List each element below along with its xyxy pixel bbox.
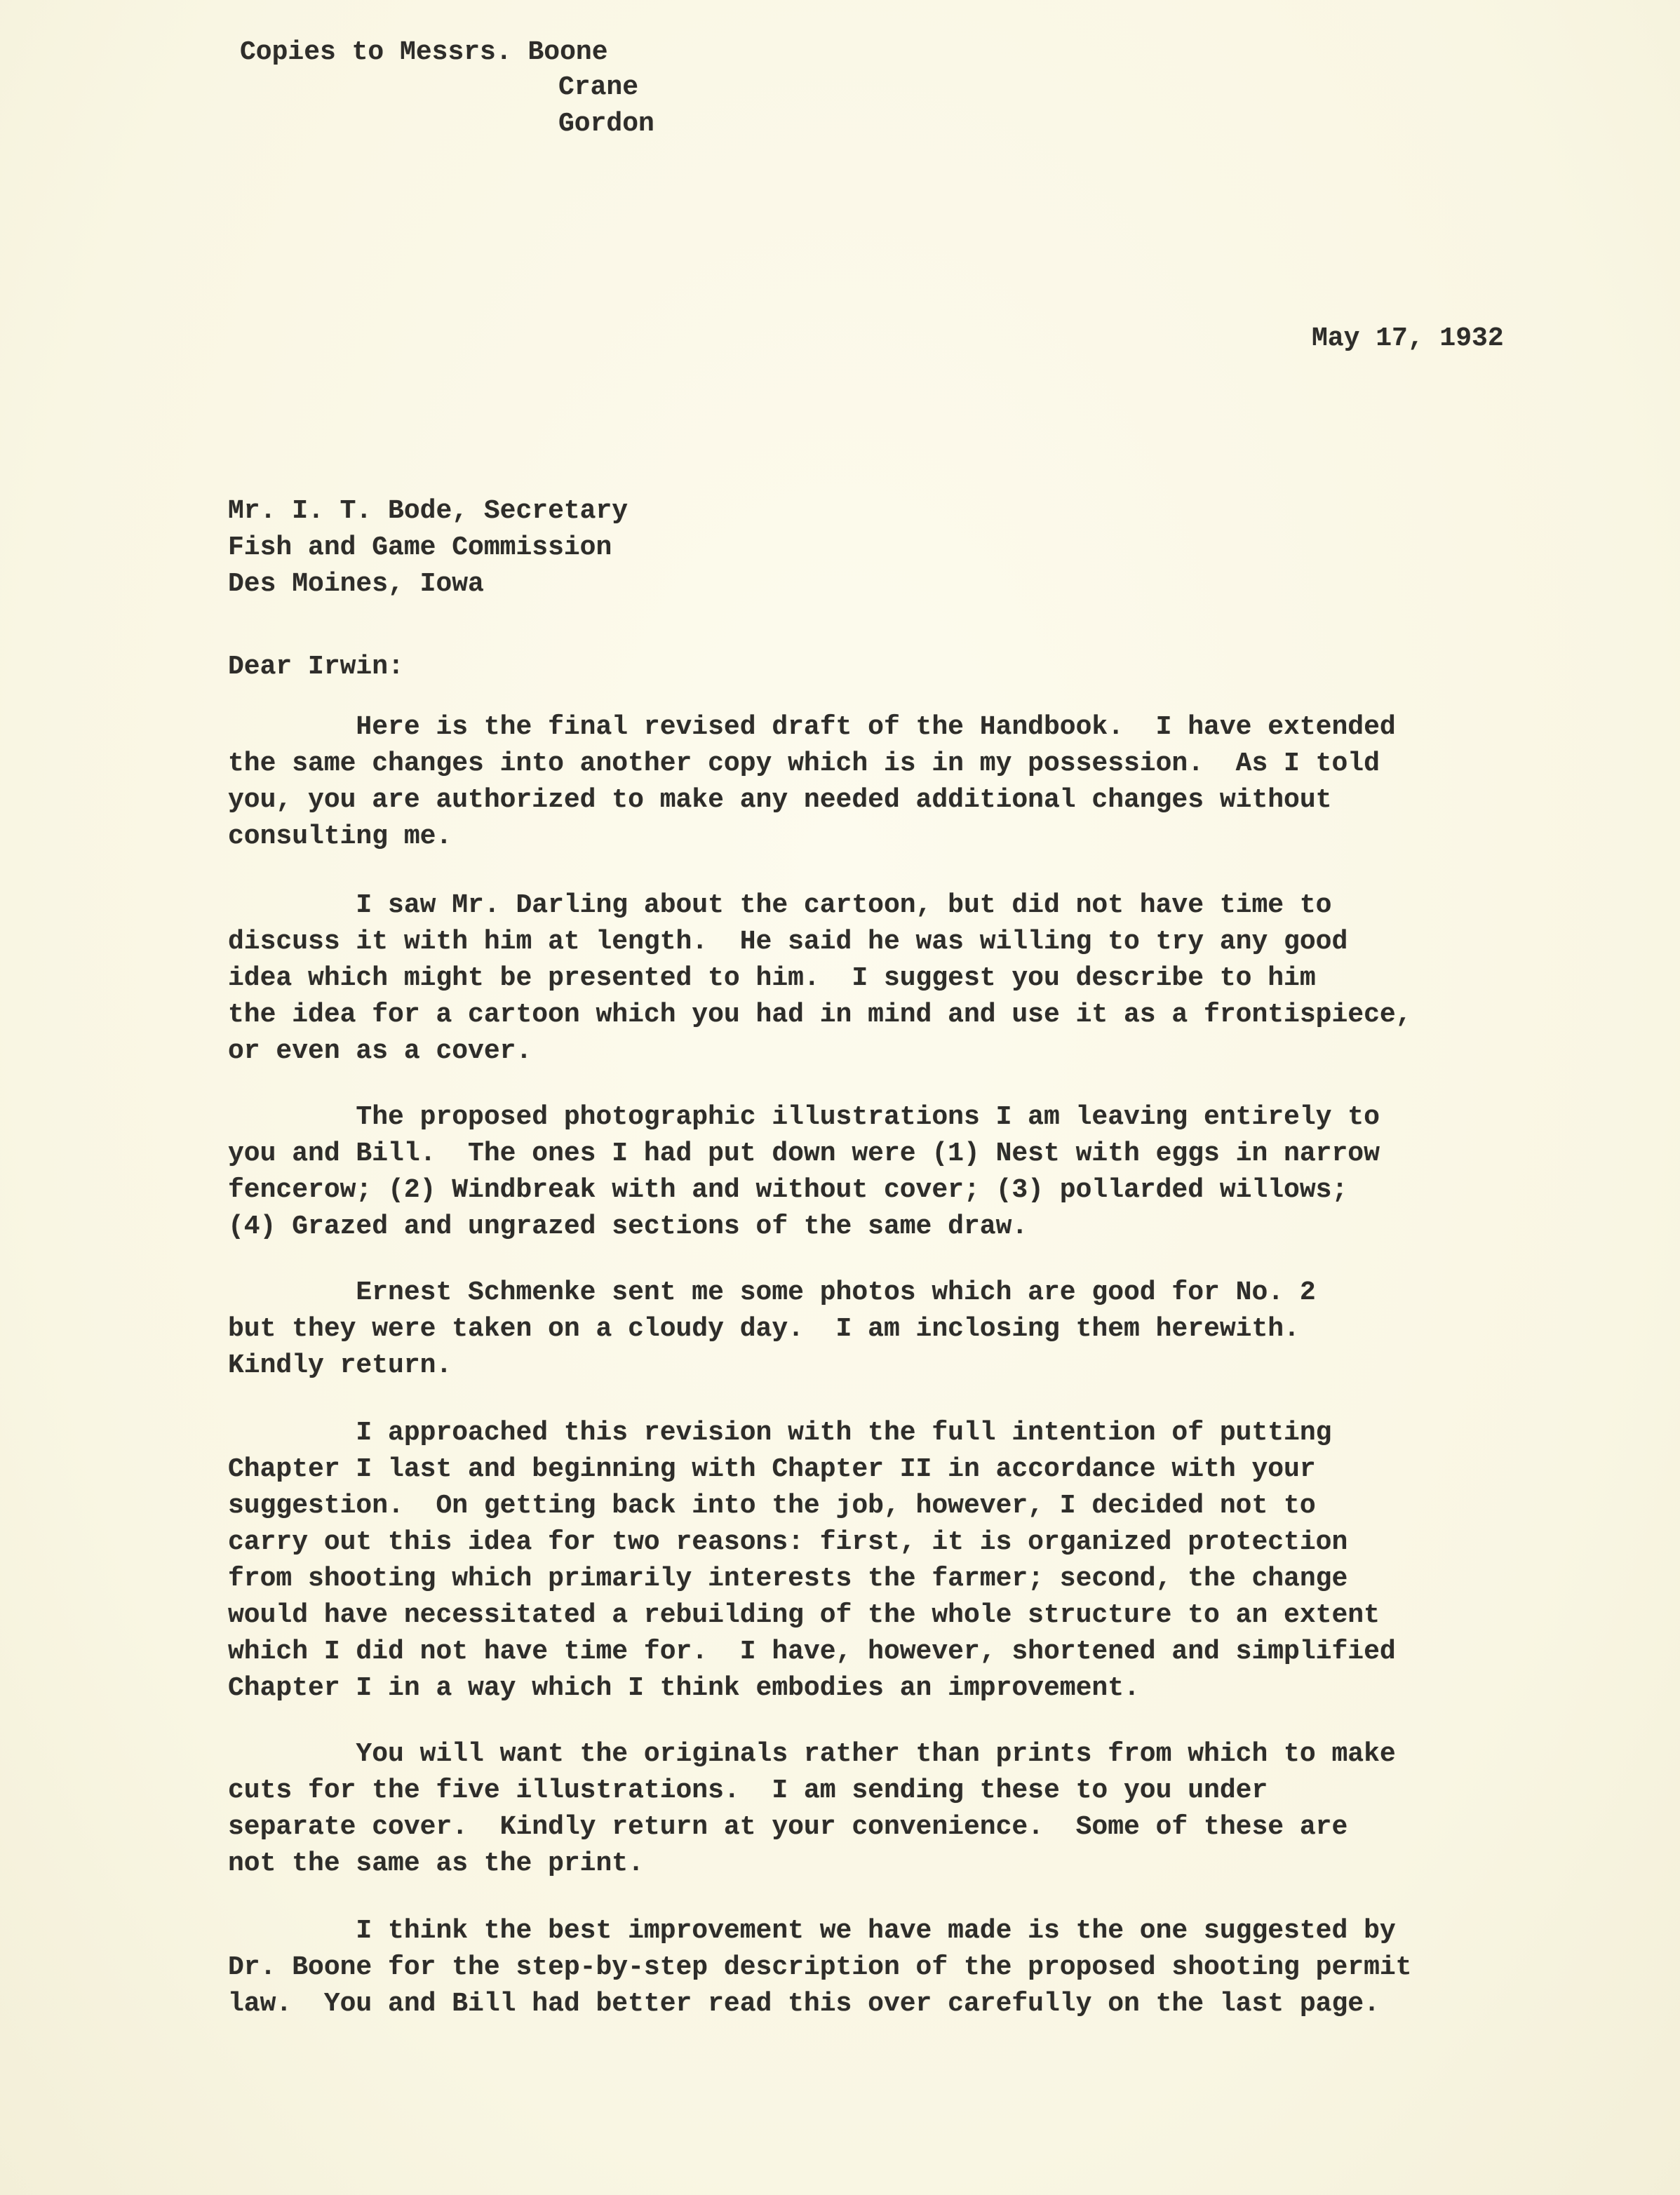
body-line: I think the best improvement we have made is the one suggested by: [228, 1916, 1396, 1946]
body-line: idea which might be presented to him. I suggest you describe to him: [228, 963, 1316, 993]
body-line: you, you are authorized to make any needed additional changes without: [228, 785, 1332, 815]
body-line: or even as a cover.: [228, 1036, 532, 1066]
body-line: which I did not have time for. I have, however, shortened and simplified: [228, 1637, 1396, 1667]
body-line: cuts for the five illustrations. I am sending these to you under: [228, 1776, 1268, 1806]
body-line: from shooting which primarily interests the farmer; second, the change: [228, 1564, 1348, 1594]
body-line: separate cover. Kindly return at your convenience. Some of these are: [228, 1812, 1348, 1842]
body-line: fencerow; (2) Windbreak with and without cover; (3) pollarded willows;: [228, 1175, 1348, 1205]
body-line: Here is the final revised draft of the Handbook. I have extended: [228, 712, 1396, 742]
body-line: Chapter I in a way which I think embodies an improvement.: [228, 1673, 1140, 1703]
salutation: Dear Irwin:: [228, 652, 404, 682]
body-line: The proposed photographic illustrations I am leaving entirely to: [228, 1102, 1380, 1132]
body-line: Dr. Boone for the step-by-step description of the proposed shooting permit: [228, 1952, 1412, 1982]
letter-date: May 17, 1932: [1312, 323, 1504, 354]
body-line: law. You and Bill had better read this over carefully on the last page.: [228, 1989, 1380, 2019]
copies-name-gordon: Gordon: [558, 109, 654, 139]
body-line: I approached this revision with the full intention of putting: [228, 1418, 1332, 1448]
body-line: I saw Mr. Darling about the cartoon, but did not have time to: [228, 890, 1332, 920]
recipient-line-2: Fish and Game Commission: [228, 532, 612, 563]
body-line: Chapter I last and beginning with Chapter II in accordance with your: [228, 1454, 1316, 1484]
body-line: Kindly return.: [228, 1350, 452, 1381]
body-line: but they were taken on a cloudy day. I am inclosing them herewith.: [228, 1314, 1300, 1344]
body-line: carry out this idea for two reasons: first, it is organized protection: [228, 1527, 1348, 1557]
copies-name-boone: Boone: [527, 37, 608, 67]
body-line: consulting me.: [228, 821, 452, 852]
body-line: suggestion. On getting back into the job, however, I decided not to: [228, 1491, 1316, 1521]
copies-name-crane: Crane: [558, 72, 639, 102]
body-line: the idea for a cartoon which you had in mind and use it as a frontispiece,: [228, 1000, 1412, 1030]
body-line: (4) Grazed and ungrazed sections of the same draw.: [228, 1211, 1028, 1242]
body-line: you and Bill. The ones I had put down were (1) Nest with eggs in narrow: [228, 1139, 1380, 1169]
copies-label: [240, 39, 608, 66]
body-line: the same changes into another copy which is in my possession. As I told: [228, 749, 1380, 779]
recipient-line-1: Mr. I. T. Bode, Secretary: [228, 496, 629, 526]
copies-label-text: Copies to Messrs.: [240, 37, 512, 67]
body-line: not the same as the print.: [228, 1848, 644, 1879]
body-line: discuss it with him at length. He said he was willing to try any good: [228, 927, 1348, 957]
body-line: You will want the originals rather than prints from which to make: [228, 1739, 1396, 1769]
recipient-line-3: Des Moines, Iowa: [228, 569, 484, 599]
body-line: Ernest Schmenke sent me some photos which are good for No. 2: [228, 1277, 1316, 1308]
body-line: would have necessitated a rebuilding of the whole structure to an extent: [228, 1600, 1380, 1630]
